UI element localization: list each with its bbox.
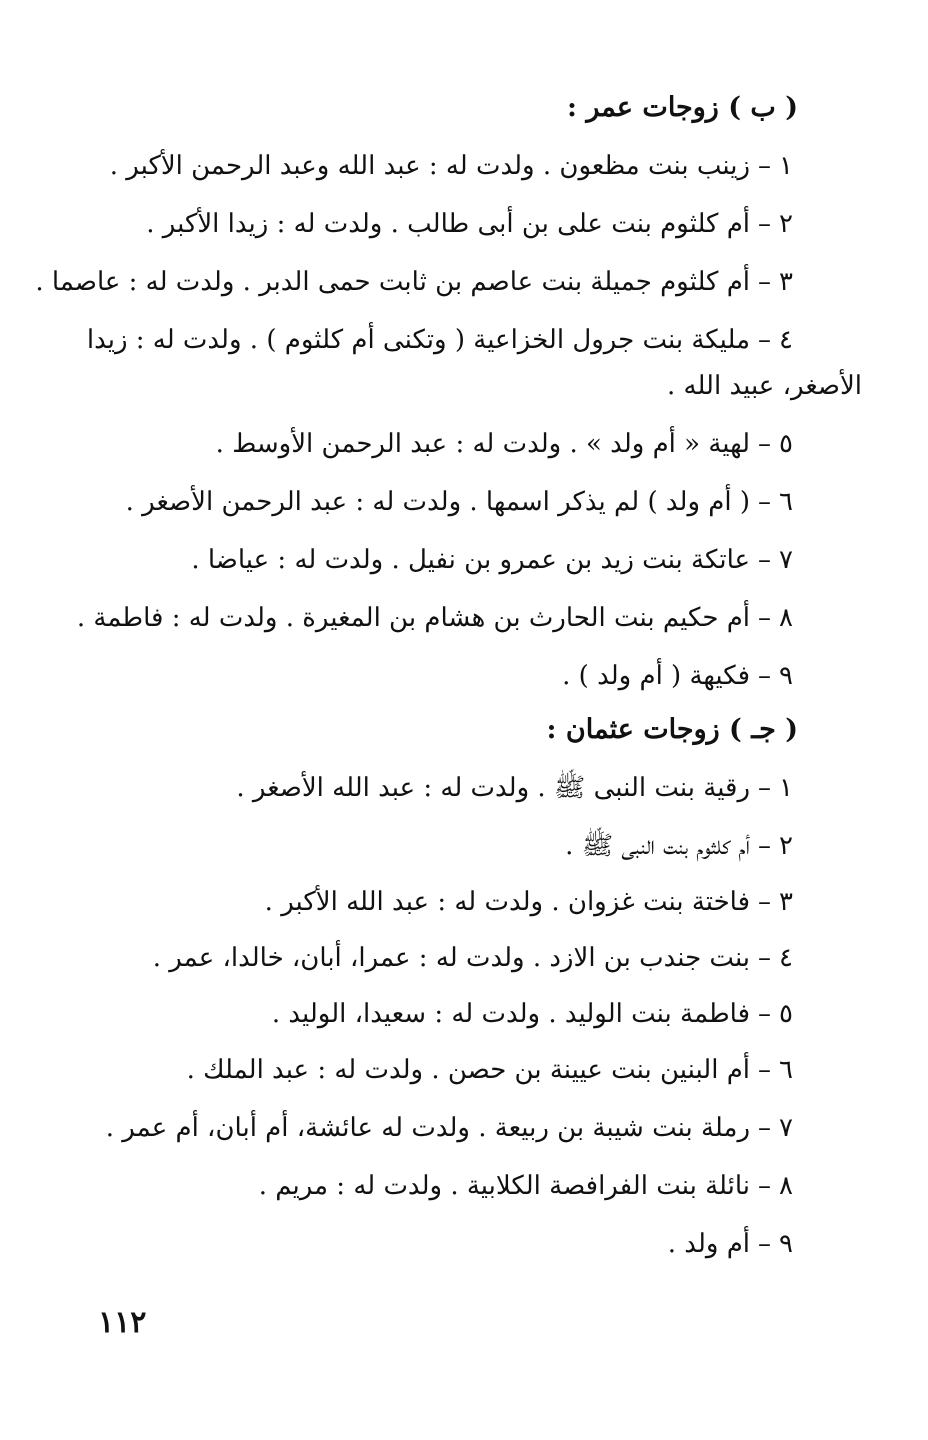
item-text: رقية بنت النبى ﷺ . ولدت له : عبد الله الأصغر . <box>236 773 751 803</box>
list-item-continuation: الأصغر، عبيد الله . <box>666 371 862 401</box>
list-item <box>236 768 793 808</box>
list-item <box>191 540 793 580</box>
list-item <box>110 146 793 186</box>
list-item <box>126 482 793 522</box>
item-text: فاختة بنت غزوان . ولدت له : عبد الله الأكبر . <box>264 887 751 917</box>
item-dash: – <box>758 325 772 355</box>
section-heading-umar: ( ب ) زوجات عمر : <box>567 92 798 123</box>
item-number: ٧ <box>779 1113 793 1143</box>
list-item <box>259 1166 793 1206</box>
item-number: ٦ <box>779 1055 793 1085</box>
list-item <box>106 1108 793 1148</box>
list-item <box>187 1050 793 1090</box>
item-dash: – <box>758 487 772 517</box>
list-item <box>216 424 793 464</box>
page-number: ١١٢ <box>98 1305 147 1340</box>
item-dash: – <box>758 943 772 973</box>
item-dash: – <box>758 1055 772 1085</box>
item-dash: – <box>758 661 772 691</box>
item-text: لهية « أم ولد » . ولدت له : عبد الرحمن الأوسط . <box>215 429 751 459</box>
item-number: ٤ <box>779 325 793 355</box>
item-text: فكيهة ( أم ولد ) . <box>562 661 751 691</box>
item-number: ٤ <box>779 943 793 973</box>
list-item <box>35 262 793 302</box>
list-item <box>146 204 793 244</box>
item-text: أم كلثوم جميلة بنت عاصم بن ثابت حمى الدبر . ولدت له : عاصما . <box>35 267 751 297</box>
item-number: ٨ <box>779 603 793 633</box>
item-dash: – <box>758 267 772 297</box>
item-text: أم كلثوم بنت النبى ﷺ . <box>565 831 751 861</box>
item-dash: – <box>758 429 772 459</box>
item-text: ( أم ولد ) لم يذكر اسمها . ولدت له : عبد الرحمن الأصغر . <box>125 487 751 517</box>
item-dash: – <box>758 999 772 1029</box>
list-item <box>565 826 793 866</box>
list-item <box>87 320 793 360</box>
item-number: ١ <box>779 151 793 181</box>
item-dash: – <box>758 1229 772 1259</box>
item-text: رملة بنت شيبة بن ربيعة . ولدت له عائشة، أم أبان، أم عمر . <box>105 1113 751 1143</box>
item-text: أم البنين بنت عيينة بن حصن . ولدت له : عبد الملك . <box>186 1055 751 1085</box>
item-text: أم حكيم بنت الحارث بن هشام بن المغيرة . ولدت له : فاطمة . <box>76 603 751 633</box>
item-text: أم كلثوم بنت على بن أبى طالب . ولدت له : زيدا الأكبر . <box>146 209 751 239</box>
list-item <box>265 882 793 922</box>
item-number: ٦ <box>779 487 793 517</box>
item-dash: – <box>758 1171 772 1201</box>
list-item <box>272 994 793 1034</box>
item-dash: – <box>758 209 772 239</box>
item-dash: – <box>758 545 772 575</box>
list-item <box>562 656 793 696</box>
item-text: بنت جندب بن الازد . ولدت له : عمرا، أبان، خالدا، عمر . <box>152 943 751 973</box>
item-number: ٥ <box>779 429 793 459</box>
item-dash: – <box>758 1113 772 1143</box>
item-number: ٥ <box>779 999 793 1029</box>
list-item <box>668 1224 793 1264</box>
item-dash: – <box>758 151 772 181</box>
list-item <box>77 598 793 638</box>
item-dash: – <box>758 603 772 633</box>
item-number: ٨ <box>779 1171 793 1201</box>
item-number: ٩ <box>779 1229 793 1259</box>
item-dash: – <box>758 773 772 803</box>
item-number: ٩ <box>779 661 793 691</box>
item-number: ١ <box>779 773 793 803</box>
item-text: فاطمة بنت الوليد . ولدت له : سعيدا، الوليد . <box>271 999 751 1029</box>
list-item <box>153 938 793 978</box>
item-dash: – <box>758 831 772 861</box>
item-number: ٣ <box>779 887 793 917</box>
item-text: أم ولد . <box>667 1229 751 1259</box>
item-text: عاتكة بنت زيد بن عمرو بن نفيل . ولدت له : عياضا . <box>191 545 751 575</box>
item-text: نائلة بنت الفرافصة الكلابية . ولدت له : مريم . <box>258 1171 751 1201</box>
item-number: ٢ <box>779 209 793 239</box>
item-text: مليكة بنت جرول الخزاعية ( وتكنى أم كلثوم ) . ولدت له : زيدا <box>86 325 751 355</box>
item-text: زينب بنت مظعون . ولدت له : عبد الله وعبد الرحمن الأكبر . <box>109 151 751 181</box>
section-heading-uthman: ( جـ ) زوجات عثمان : <box>546 714 798 745</box>
item-number: ٣ <box>779 267 793 297</box>
item-number: ٧ <box>779 545 793 575</box>
item-dash: – <box>758 887 772 917</box>
item-number: ٢ <box>779 831 793 861</box>
